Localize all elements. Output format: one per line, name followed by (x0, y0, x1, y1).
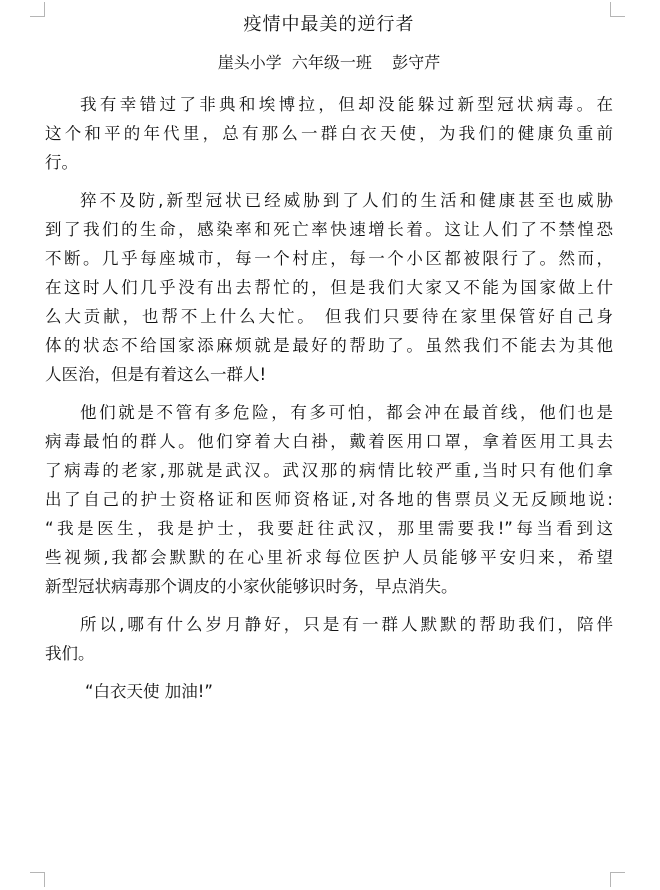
document-title: 疫情中最美的逆行者 (243, 14, 415, 35)
document-body (45, 90, 613, 706)
paragraph-4 (45, 610, 613, 668)
paragraph-line: 人医治，但是有着这么一群人! (45, 365, 267, 384)
paragraph-line: 些视频,我都会默默的在心里祈求每位医护人员能够平安归来，希望 (45, 548, 613, 567)
page-corner-mark-bottom-right (610, 872, 625, 887)
paragraph-line: 我有幸错过了非典和埃博拉，但却没能躲过新型冠状病毒。在 (80, 95, 613, 114)
paragraph-line: 行。 (45, 153, 78, 172)
paragraph-line: 猝不及防,新型冠状已经威胁到了人们的生活和健康甚至也威胁 (80, 191, 613, 210)
paragraph-line: 体的状态不给国家添麻烦就是最好的帮助了。虽然我们不能去为其他 (45, 336, 613, 355)
paragraph-line: 新型冠状病毒那个调皮的小家伙能够识时务，早点消失。 (45, 577, 458, 596)
paragraph-line: 在这时人们几乎没有出去帮忙的，但是我们大家又不能为国家做上什 (45, 278, 613, 297)
paragraph-line: 这个和平的年代里，总有那么一群白衣天使，为我们的健康负重前 (45, 124, 613, 143)
paragraph-line: 他们就是不管有多危险，有多可怕，都会冲在最首线，他们也是 (80, 403, 613, 422)
paragraph-2 (45, 186, 613, 389)
paragraph-line: 到了我们的生命，感染率和死亡率快速增长着。这让人们了不禁惶恐 (45, 220, 613, 239)
paragraph-line: 所以,哪有什么岁月静好，只是有一群人默默的帮助我们，陪伴 (80, 615, 613, 634)
paragraph-3 (45, 398, 613, 601)
paragraph-line: 出了自己的护士资格证和医师资格证,对各地的售票员义无反顾地说: (45, 490, 613, 509)
page-corner-mark-top-left (30, 2, 45, 17)
paragraph-line: 了病毒的老家,那就是武汉。武汉那的病情比较严重,当时只有他们拿 (45, 461, 613, 480)
paragraph-line: 病毒最怕的群人。他们穿着大白褂，戴着医用口罩，拿着医用工具去 (45, 432, 613, 451)
closing-slogan: “白衣天使 加油!” (85, 682, 213, 701)
paragraph-line: 不断。几乎每座城市，每一个村庄，每一个小区都被限行了。然而， (45, 249, 613, 268)
paragraph-line: 么大贡献，也帮不上什么大忙。 但我们只要待在家里保管好自己身 (45, 307, 613, 326)
document-byline: 崖头小学 六年级一班 彭守芹 (217, 53, 441, 72)
paragraph-1 (45, 90, 613, 177)
paragraph-line: 我们。 (45, 644, 95, 663)
page-corner-mark-bottom-left (30, 872, 45, 887)
paragraph-line: “我是医生，我是护士，我要赶往武汉，那里需要我!”每当看到这 (45, 519, 613, 538)
